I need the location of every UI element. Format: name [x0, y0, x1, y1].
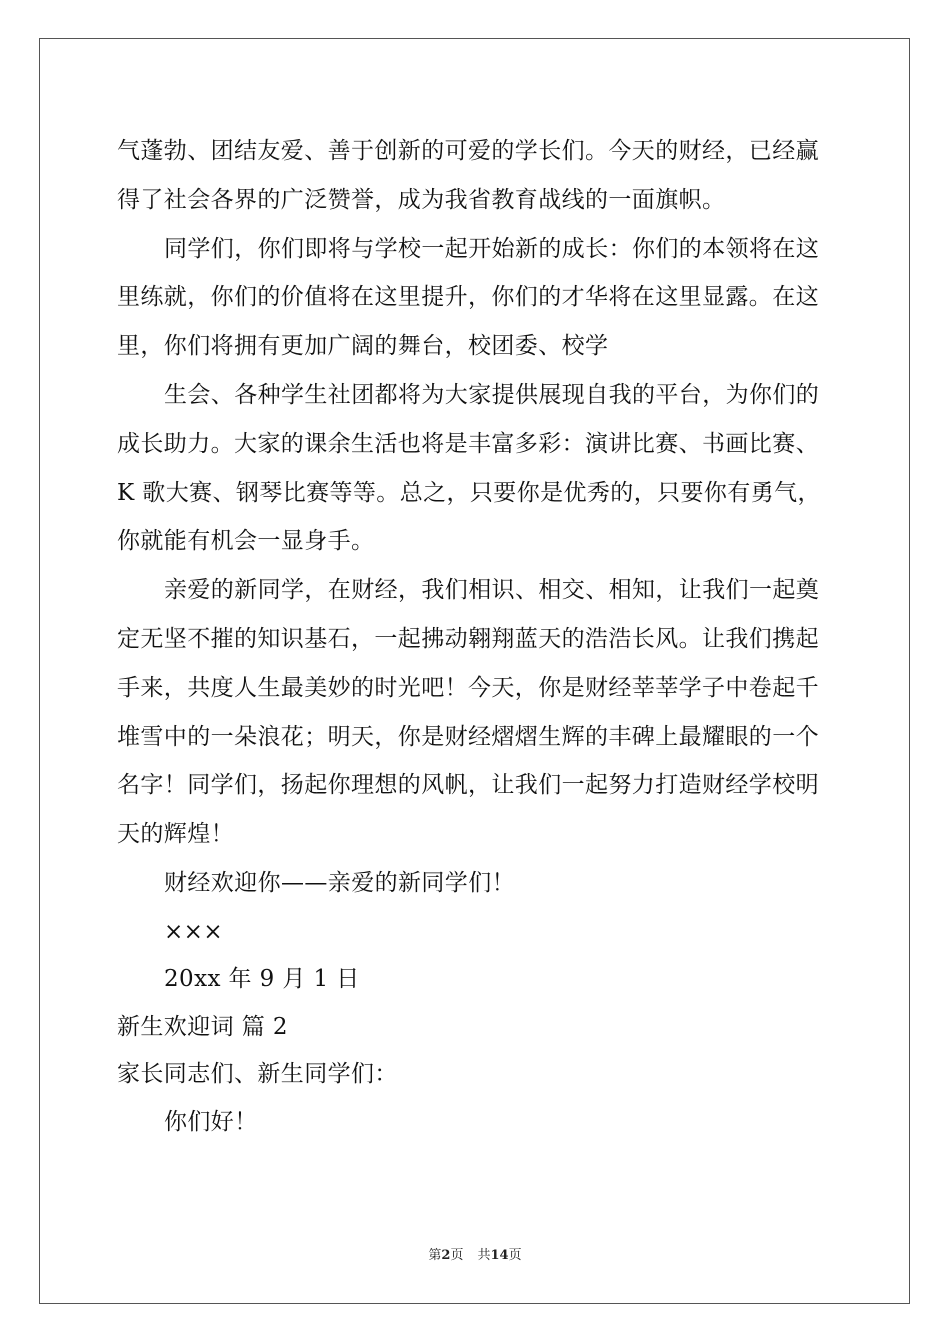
text-line: 成长助力。大家的课余生活也将是丰富多彩：演讲比赛、书画比赛、: [117, 430, 819, 457]
paragraph-start: 同学们，你们即将与学校一起开始新的成长：你们的本领将在这: [164, 235, 820, 262]
text-line: 气蓬勃、团结友爱、善于创新的可爱的学长们。今天的财经，已经赢: [117, 138, 819, 164]
date-line: 20xx 年 9 月 1 日: [164, 966, 360, 993]
total-suffix: 页: [508, 1248, 522, 1263]
text-line: K 歌大赛、钢琴比赛等等。总之，只要你是优秀的，只要你有勇气，: [117, 479, 821, 506]
text-line: 堆雪中的一朵浪花；明天，你是财经熠熠生辉的丰碑上最耀眼的一个: [117, 723, 819, 750]
total-prefix: 共: [477, 1248, 491, 1263]
document-body: [117, 129, 852, 1149]
text-line: 里，你们将拥有更加广阔的舞台，校团委、校学: [117, 333, 609, 360]
text-line: 名字！同学们，扬起你理想的风帆，让我们一起努力打造财经学校明: [117, 772, 819, 799]
page-suffix: 页: [450, 1248, 464, 1263]
paragraph-start: 亲爱的新同学，在财经，我们相识、相交、相知，让我们一起奠: [164, 577, 820, 604]
text-line: 里练就，你们的价值将在这里提升，你们的才华将在这里显露。在这: [117, 284, 819, 311]
closing-line: 财经欢迎你——亲爱的新同学们！: [164, 869, 515, 896]
text-line: 天的辉煌！: [117, 821, 234, 848]
greeting: 你们好！: [164, 1108, 258, 1135]
section-title: 新生欢迎词 篇 2: [117, 1013, 288, 1040]
text-line: 手来，共度人生最美妙的时光吧！今天，你是财经莘莘学子中卷起千: [117, 674, 819, 701]
page-footer: [0, 1244, 950, 1263]
text-line: 你就能有机会一显身手。: [117, 528, 375, 555]
paragraph-start: 生会、各种学生社团都将为大家提供展现自我的平台，为你们的: [164, 381, 820, 408]
page-current: 2: [441, 1248, 451, 1263]
page-total: 14: [490, 1248, 509, 1263]
page-prefix: 第: [428, 1248, 442, 1263]
text-line: 定无坚不摧的知识基石，一起拂动翱翔蓝天的浩浩长风。让我们携起: [117, 625, 819, 652]
salutation: 家长同志们、新生同学们：: [117, 1061, 398, 1088]
text-line: 得了社会各界的广泛赞誉，成为我省教育战线的一面旗帜。: [117, 186, 726, 213]
signature: ×××: [164, 918, 224, 945]
